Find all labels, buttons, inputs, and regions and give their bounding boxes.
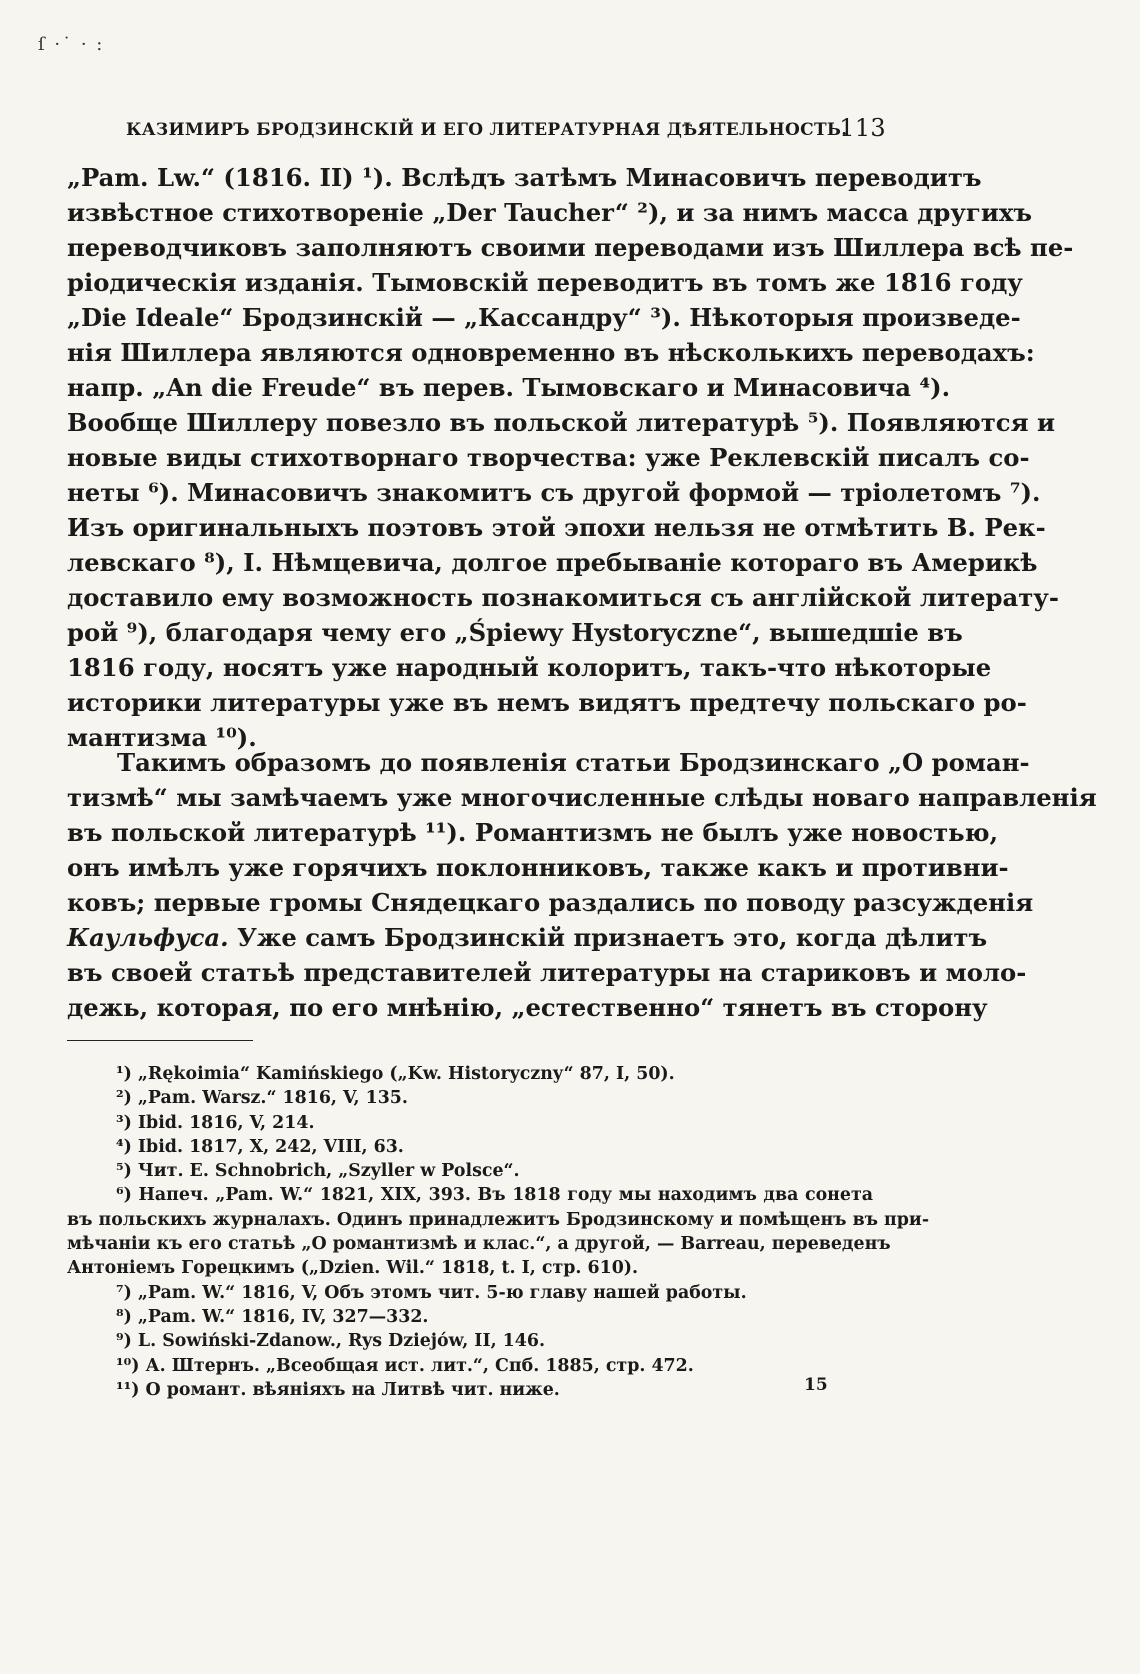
- footnote: ⁵) Чит. E. Schnobrich, „Szyller w Polsce“.: [116, 1161, 520, 1182]
- text-line: въ своей статьѣ представителей литературы на стариковъ и моло-: [67, 958, 1027, 987]
- text-line: мантизма ¹⁰).: [67, 723, 257, 752]
- scan-specks: ſ ·˙ · :: [38, 34, 105, 55]
- footnote: ⁴) Ibid. 1817, X, 242, VIII, 63.: [116, 1136, 404, 1157]
- footnote: ⁷) „Pam. W.“ 1816, V, Объ этомъ чит. 5-ю главу нашей работы.: [116, 1282, 747, 1303]
- text-line: напр. „An die Freude“ въ перев. Тымовскаго и Минасовича ⁴).: [67, 373, 951, 402]
- text-line: Вообще Шиллеру повезло въ польской литературѣ ⁵). Появляются и: [67, 408, 1056, 437]
- footnote: мѣчаніи къ его статьѣ „О романтизмѣ и клас.“, а другой, — Barreau, переведенъ: [67, 1234, 891, 1255]
- footnote: въ польскихъ журналахъ. Одинъ принадлежитъ Бродзинскому и помѣщенъ въ при-: [67, 1209, 930, 1230]
- footnote: ⁸) „Pam. W.“ 1816, IV, 327—332.: [116, 1306, 429, 1327]
- text-line: ковъ; первые громы Снядецкаго раздались по поводу разсужденія: [67, 888, 1034, 917]
- text-line: въ польской литературѣ ¹¹). Романтизмъ не былъ уже новостью,: [67, 818, 999, 847]
- text-line: онъ имѣлъ уже горячихъ поклонниковъ, также какъ и противни-: [67, 853, 1009, 882]
- text-line: неты ⁶). Минасовичъ знакомитъ съ другой формой — тріолетомъ ⁷).: [67, 478, 1041, 507]
- text-line: 1816 году, носятъ уже народный колоритъ, такъ-что нѣкоторые: [67, 653, 992, 682]
- footnotes: [67, 1062, 930, 1402]
- footnote: Антоніемъ Горецкимъ („Dzien. Wil.“ 1818, t. I, стр. 610).: [67, 1258, 639, 1279]
- footnote: ¹⁰) А. Штернъ. „Всеобщая ист. лит.“, Спб. 1885, стр. 472.: [116, 1355, 694, 1376]
- paragraph-1: [67, 160, 1074, 755]
- text-line: доставило ему возможность познакомиться съ англійской литерату-: [67, 583, 1059, 612]
- text-line: Такимъ образомъ до появленія статьи Бродзинскаго „О роман-: [117, 748, 1030, 777]
- paragraph-2: [67, 745, 1097, 1025]
- page-number: 113: [839, 114, 886, 142]
- text-line: „Die Ideale“ Бродзинскій — „Кассандру“ ³). Нѣкоторыя произведе-: [67, 303, 1021, 332]
- italic-name: Каульфуса.: [67, 923, 229, 952]
- text-line: нія Шиллера являются одновременно въ нѣсколькихъ переводахъ:: [67, 338, 1035, 367]
- text-line: историки литературы уже въ немъ видятъ предтечу польскаго ро-: [67, 688, 1027, 717]
- text-line: извѣстное стихотвореніе „Der Taucher“ ²), и за нимъ масса другихъ: [67, 198, 1032, 227]
- text-line: переводчиковъ заполняютъ своими переводами изъ Шиллера всѣ пе-: [67, 233, 1074, 262]
- footnote: ³) Ibid. 1816, V, 214.: [116, 1112, 315, 1133]
- footnote: ¹¹) О романт. вѣяніяхъ на Литвѣ чит. ниже.: [116, 1379, 560, 1400]
- text-line: левскаго ⁸), І. Нѣмцевича, долгое пребываніе котораго въ Америкѣ: [67, 548, 1038, 577]
- text-line: [67, 920, 988, 955]
- footnote: ⁶) Напеч. „Pam. W.“ 1821, XIX, 393. Въ 1818 году мы находимъ два сонета: [116, 1185, 873, 1206]
- signature-number: 15: [804, 1375, 828, 1395]
- text-line: рой ⁹), благодаря чему его „Śpiewy Hystoryczne“, вышедшіе въ: [67, 618, 963, 647]
- footnote-rule: [67, 1040, 253, 1041]
- text-line: новые виды стихотворнаго творчества: уже Реклевскій писалъ со-: [67, 443, 1030, 472]
- text-line: Изъ оригинальныхъ поэтовъ этой эпохи нельзя не отмѣтить В. Рек-: [67, 513, 1046, 542]
- text-line: „Pam. Lw.“ (1816. II) ¹). Вслѣдъ затѣмъ Минасовичъ переводитъ: [67, 163, 982, 192]
- line-rest: Уже самъ Бродзинскій признаетъ это, когда дѣлитъ: [228, 923, 988, 952]
- footnote: ²) „Pam. Warsz.“ 1816, V, 135.: [116, 1088, 408, 1109]
- footnote: ¹) „Rękoimia“ Kamińskiego („Kw. Historyczny“ 87, I, 50).: [116, 1064, 675, 1084]
- text-line: ріодическія изданія. Тымовскій переводитъ въ томъ же 1816 году: [67, 268, 1023, 297]
- running-title: КАЗИМИРЪ БРОДЗИНСКІЙ И ЕГО ЛИТЕРАТУРНАЯ ДѢЯТЕЛЬНОСТЬ.: [126, 120, 848, 140]
- footnote: ⁹) L. Sowiński-Zdanow., Rys Dziejów, II, 146.: [116, 1331, 546, 1352]
- text-line: дежь, которая, по его мнѣнію, „естественно“ тянетъ въ сторону: [67, 993, 988, 1022]
- text-line: тизмѣ“ мы замѣчаемъ уже многочисленные слѣды новаго направленія: [67, 783, 1097, 812]
